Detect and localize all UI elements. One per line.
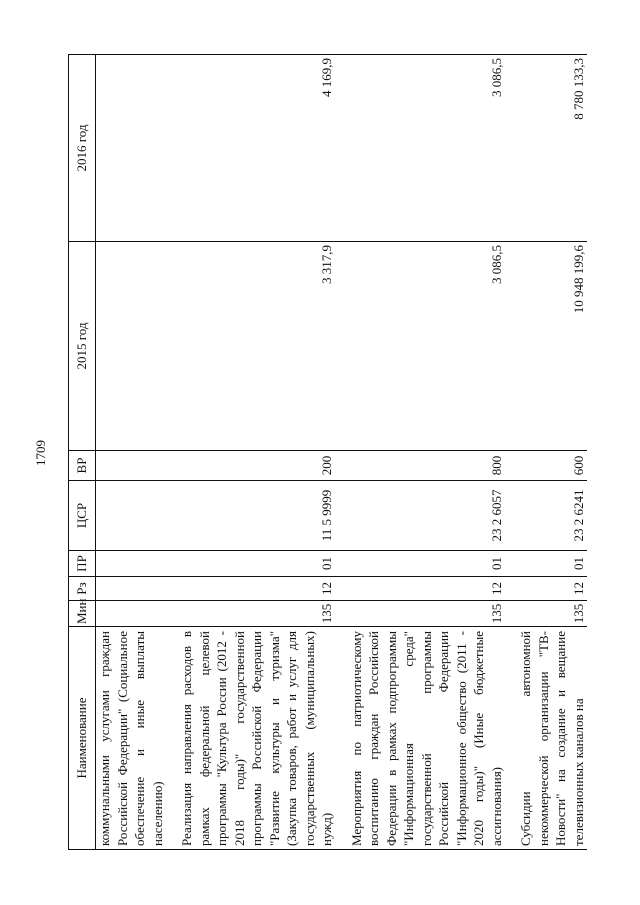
cell-min: 135 <box>336 601 506 627</box>
rotated-sheet <box>68 55 590 850</box>
header-2015: 2015 год <box>69 242 96 451</box>
cell-2016 <box>96 55 167 242</box>
cell-csr <box>96 481 167 551</box>
cell-rz: 12 <box>336 577 506 601</box>
header-min: Мин <box>69 601 96 627</box>
cell-min: 135 <box>505 601 587 627</box>
cell-vr: 200 <box>166 451 336 481</box>
cell-2016: 3 086,5 <box>336 55 506 242</box>
cell-2016: 4 169,9 <box>166 55 336 242</box>
row-name: коммунальными услугами граждан Российской Федерации" (Социальное обеспечение и иные выплаты населению) <box>97 631 165 846</box>
cell-pr: 01 <box>505 551 587 577</box>
row-name: Мероприятия по патриотическому воспитанию граждан Российской Федерации в рамках подпрограммы "Информационная среда" государственной программы Российской Федерации "Информационное общество (2011 - 2020 годы)" (Иные бюджетные ассигнования) <box>348 631 504 846</box>
cell-rz: 12 <box>505 577 587 601</box>
header-rz: Рз <box>69 577 96 601</box>
row-name: Реализация направления расходов в рамках федеральной целевой программы "Культура России (2012 - 2018 годы)" государственной программы Российской Федерации "Развитие культуры и туризма" (Закупка товаров, работ и услуг для государственных (муниципальных) нужд) <box>179 631 334 846</box>
header-row <box>69 55 96 850</box>
cell-2016: 8 780 133,3 <box>505 55 587 242</box>
cell-csr: 23 2 6057 <box>336 481 506 551</box>
cell-min: 135 <box>166 601 336 627</box>
header-pr: ПР <box>69 551 96 577</box>
cell-rz <box>96 577 167 601</box>
header-csr: ЦСР <box>69 481 96 551</box>
cell-name <box>166 627 336 850</box>
row-name: Субсидии автономной некоммерческой организации "ТВ-Новости" на создание и вещание телевизионных каналов на <box>518 631 586 846</box>
cell-2015: 10 948 199,6 <box>505 242 587 451</box>
cell-name <box>96 627 167 850</box>
cell-2015: 3 317,9 <box>166 242 336 451</box>
cell-pr: 01 <box>166 551 336 577</box>
cell-min <box>96 601 167 627</box>
budget-table <box>68 54 587 850</box>
page-number: 1709 <box>33 440 48 466</box>
header-2016: 2016 год <box>69 55 96 242</box>
cell-vr: 600 <box>505 451 587 481</box>
table-row <box>166 55 336 850</box>
cell-2015 <box>96 242 167 451</box>
cell-name <box>336 627 506 850</box>
cell-vr <box>96 451 167 481</box>
cell-rz: 12 <box>166 577 336 601</box>
cell-csr: 23 2 6241 <box>505 481 587 551</box>
header-vr: ВР <box>69 451 96 481</box>
cell-name <box>505 627 587 850</box>
header-name: Наименование <box>69 627 96 850</box>
table-row <box>336 55 506 850</box>
cell-csr: 11 5 9999 <box>166 481 336 551</box>
table-row <box>505 55 587 850</box>
table-row <box>96 55 167 850</box>
cell-2015: 3 086,5 <box>336 242 506 451</box>
cell-pr: 01 <box>336 551 506 577</box>
cell-pr <box>96 551 167 577</box>
cell-vr: 800 <box>336 451 506 481</box>
